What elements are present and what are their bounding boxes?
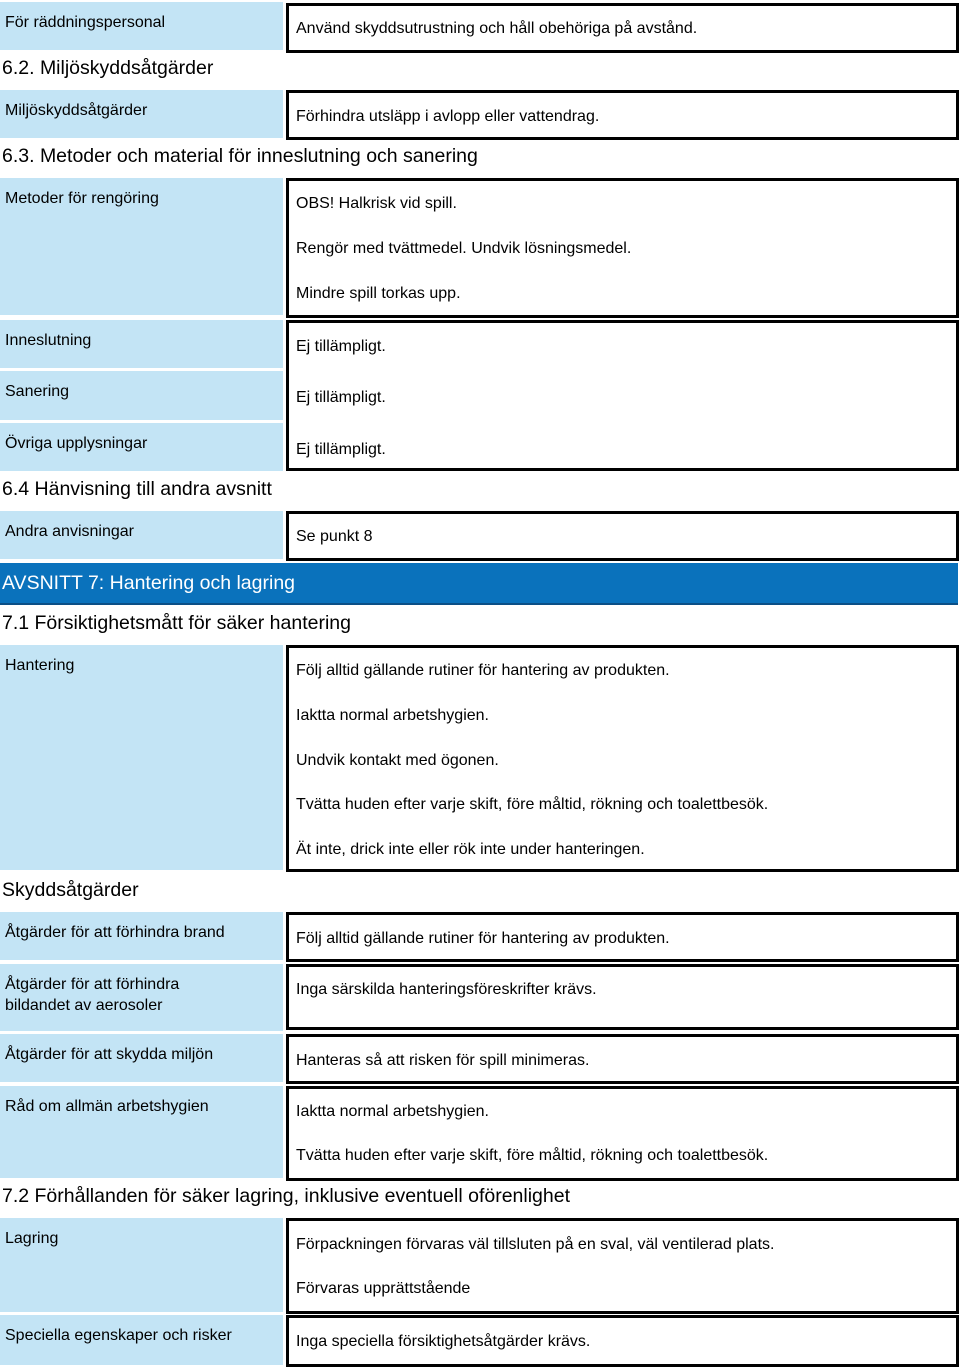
label-line: Åtgärder för att förhindra bbox=[5, 976, 180, 993]
heading-6-2: 6.2. Miljöskyddsåtgärder bbox=[2, 57, 214, 79]
label-ovriga: Övriga upplysningar bbox=[0, 423, 283, 471]
label-raddningspersonal: För räddningspersonal bbox=[0, 2, 283, 50]
value-miljo bbox=[286, 90, 959, 140]
value-brand bbox=[286, 912, 959, 962]
value-lagring bbox=[286, 1218, 959, 1314]
label-line: bildandet av aerosoler bbox=[5, 997, 163, 1014]
label-inneslutning: Inneslutning bbox=[0, 320, 283, 368]
value-arbetshygien bbox=[286, 1086, 959, 1181]
value-speciella bbox=[286, 1315, 959, 1367]
value-aerosoler bbox=[286, 964, 959, 1030]
value-line: Inga speciella försiktighetsåtgärder krävs. bbox=[296, 1333, 591, 1350]
label-arbetshygien: Råd om allmän arbetshygien bbox=[0, 1086, 283, 1178]
value-line: Iaktta normal arbetshygien. bbox=[296, 707, 489, 724]
value-line: Förvaras upprättstående bbox=[296, 1280, 471, 1297]
label-anvisningar: Andra anvisningar bbox=[0, 511, 283, 559]
value-line: Förpackningen förvaras väl tillsluten på en sval, väl ventilerad plats. bbox=[296, 1236, 775, 1253]
value-rengoring bbox=[286, 178, 959, 318]
section-7-title: AVSNITT 7: Hantering och lagring bbox=[2, 572, 296, 594]
value-line: Ät inte, drick inte eller rök inte under hanteringen. bbox=[296, 841, 645, 858]
label-sanering: Sanering bbox=[0, 371, 283, 420]
value-line: Rengör med tvättmedel. Undvik lösningsmedel. bbox=[296, 240, 632, 257]
value-line: Hanteras så att risken för spill minimeras. bbox=[296, 1052, 590, 1069]
value-line: Tvätta huden efter varje skift, före måltid, rökning och toalettbesök. bbox=[296, 1147, 769, 1164]
value-line: Följ alltid gällande rutiner för hantering av produkten. bbox=[296, 662, 670, 679]
section-7-banner bbox=[0, 563, 958, 605]
value-line: Inga särskilda hanteringsföreskrifter krävs. bbox=[296, 981, 597, 998]
label-speciella: Speciella egenskaper och risker bbox=[0, 1315, 283, 1365]
heading-6-4: 6.4 Hänvisning till andra avsnitt bbox=[2, 478, 272, 500]
heading-7-2: 7.2 Förhållanden för säker lagring, inklusive eventuell oförenlighet bbox=[2, 1185, 571, 1207]
label-brand: Åtgärder för att förhindra brand bbox=[0, 912, 283, 960]
value-line: Se punkt 8 bbox=[296, 528, 373, 545]
value-line: Ej tillämpligt. bbox=[296, 389, 386, 406]
value-line: Tvätta huden efter varje skift, före måltid, rökning och toalettbesök. bbox=[296, 796, 769, 813]
value-anvisningar bbox=[286, 511, 959, 561]
label-skydda-miljo: Åtgärder för att skydda miljön bbox=[0, 1034, 283, 1082]
value-line: Använd skyddsutrustning och håll obehöriga på avstånd. bbox=[296, 20, 698, 37]
value-hantering bbox=[286, 645, 959, 872]
label-lagring: Lagring bbox=[0, 1218, 283, 1312]
value-skydda-miljo bbox=[286, 1034, 959, 1084]
value-inneslutning-block bbox=[286, 320, 959, 471]
value-raddningspersonal bbox=[286, 3, 959, 53]
heading-skyddsatgarder: Skyddsåtgärder bbox=[2, 879, 139, 901]
label-rengoring: Metoder för rengöring bbox=[0, 178, 283, 315]
value-line: Mindre spill torkas upp. bbox=[296, 285, 461, 302]
value-line: Undvik kontakt med ögonen. bbox=[296, 752, 499, 769]
value-line: OBS! Halkrisk vid spill. bbox=[296, 195, 457, 212]
value-line: Iaktta normal arbetshygien. bbox=[296, 1103, 489, 1120]
label-aerosoler bbox=[0, 964, 283, 1031]
heading-6-3: 6.3. Metoder och material för inneslutning och sanering bbox=[2, 145, 478, 167]
value-line: Följ alltid gällande rutiner för hantering av produkten. bbox=[296, 930, 670, 947]
heading-7-1: 7.1 Försiktighetsmått för säker hantering bbox=[2, 612, 351, 634]
value-line: Ej tillämpligt. bbox=[296, 338, 386, 355]
value-line: Ej tillämpligt. bbox=[296, 441, 386, 458]
label-miljo: Miljöskyddsåtgärder bbox=[0, 90, 283, 138]
label-hantering: Hantering bbox=[0, 645, 283, 870]
value-line: Förhindra utsläpp i avlopp eller vattendrag. bbox=[296, 108, 600, 125]
